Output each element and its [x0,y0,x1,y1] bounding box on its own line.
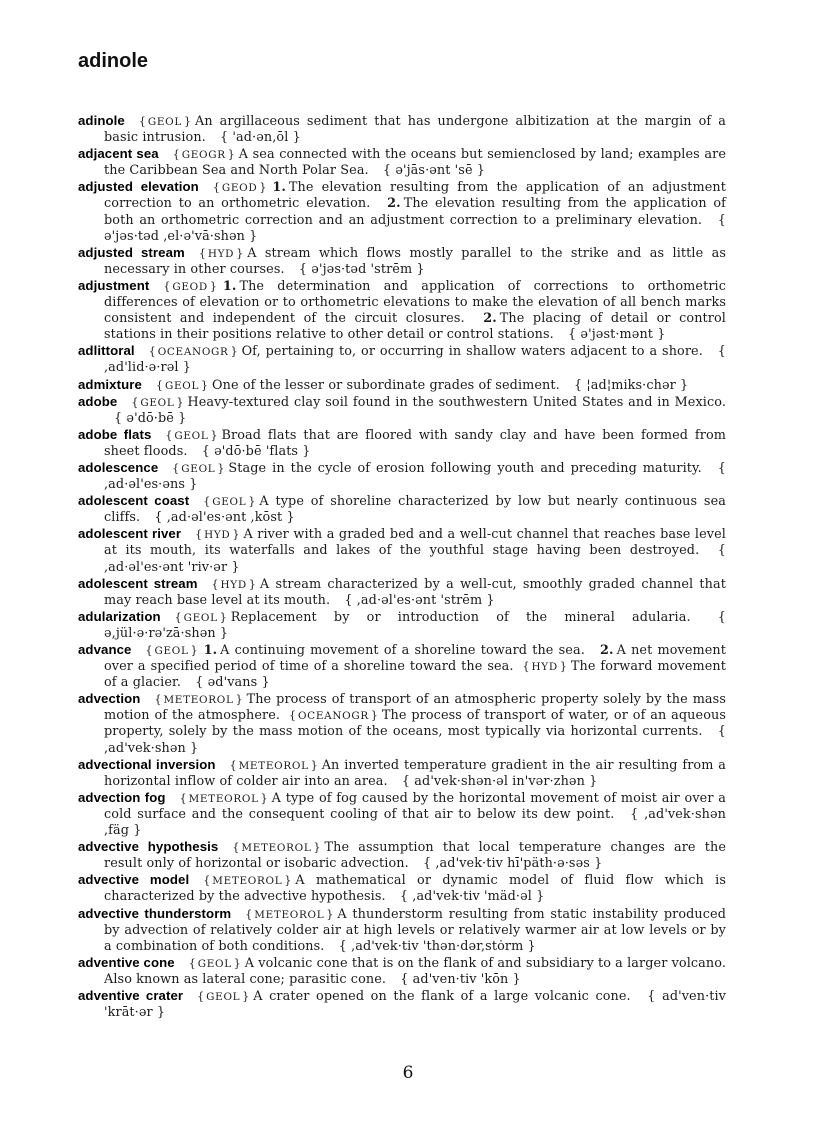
pronunciation: { 'ad·ən,ōl } [220,130,301,145]
dictionary-entry [78,493,726,526]
definition-text: The placing of detail or control stations in their positions relative to other detail or control stations. [104,311,727,343]
definition-text: The forward movement of a glacier. [104,659,727,691]
definition-text: One of the lesser or subordinate grades of sediment. [212,377,560,393]
entry-headword: adventive cone [78,954,175,970]
dictionary-entry [78,460,726,493]
entry-headword: adolescence [78,459,159,475]
dictionary-entry [78,343,726,376]
subject-label: { GEOD } [163,281,217,293]
definition-text: A net movement over a specified period of time of a shoreline toward the sea. [104,643,727,675]
definition-text: Replacement by or introduction of the mineral adularia. [230,609,691,625]
subject-label: { METEOROL } [180,793,268,805]
dictionary-entry [78,576,726,609]
pronunciation: { ,ad'vek·tiv 'mäd·əl } [400,889,545,904]
entry-headword: adjusted elevation [78,179,199,195]
pronunciation: { ə'dō·bē 'flats } [202,444,311,459]
pronunciation: { ə'dō·bē } [114,411,186,426]
dictionary-entry [78,179,726,244]
entry-headword: adjusted stream [78,244,185,260]
page-number: 6 [402,1063,414,1083]
pronunciation: { ,ad·əl'es·ənt 'riv·ər } [104,543,726,574]
dictionary-entry [78,146,726,179]
pronunciation: { ,ad'vek·shən ,fäg } [104,807,726,838]
pronunciation: { ə'jəs·təd 'strēm } [299,262,425,277]
subject-label: { HYD } [199,248,243,260]
subject-label: { GEOL } [189,958,241,970]
pronunciation: { ,ad'vek·shən } [104,724,726,755]
subject-label: { HYD } [212,579,256,591]
entry-headword: adobe flats [78,426,152,442]
pronunciation: { ə'jəs·təd ,el·ə'vā·shən } [104,213,726,244]
definition-text: A thunderstorm resulting from static instability produced by advection of relatively colder air at high levels or relatively warmer air at low levels or by a combination of both conditions. [104,906,726,954]
pronunciation: { ad'ven·tiv 'kōn } [400,972,521,987]
sense-number: 1. [203,643,218,658]
definition-text: A volcanic cone that is on the flank of and subsidiary to a larger volcano. Also known as lateral cone; parasitic cone. [104,955,726,987]
dictionary-entry [78,427,726,460]
entry-headword: adolescent river [78,526,182,542]
subject-label: { GEOL } [139,116,191,128]
subject-label: { OCEANOGR } [149,346,238,358]
subject-label: { GEOL } [172,463,224,475]
definition-text: Stage in the cycle of erosion following youth and preceding maturity. [228,460,702,476]
dictionary-entry [78,955,726,988]
subject-label: { GEOL } [203,496,255,508]
dictionary-entry [78,278,726,343]
definition-text: A stream characterized by a well-cut, smoothly graded channel that may reach base level at its mouth. [104,576,726,608]
dictionary-entry [78,642,726,691]
entry-headword: adolescent coast [78,493,190,509]
subject-label: { OCEANOGR } [289,710,378,722]
subject-label: { METEOROL } [154,694,242,706]
dictionary-entry [78,790,726,839]
definition-text: The process of transport of an atmospheric property solely by the mass motion of the atmosphere. [104,692,726,724]
pronunciation: { ə,jül·ə·rə'zā·shən } [104,610,726,641]
dictionary-entry [78,906,726,955]
entry-headword: advection fog [78,789,166,805]
subject-label: { HYD } [195,529,239,541]
definition-text: A type of shoreline characterized by low but nearly continuous sea cliffs. [104,494,726,526]
definition-text: A river with a graded bed and a well-cut channel that reaches base level at its mouth, its waterfalls and lakes of the youthful stage having been destroyed. [104,527,726,559]
dictionary-entry [78,872,726,905]
entry-headword: adobe [78,393,118,409]
dictionary-entry [78,609,726,642]
dictionary-entry [78,377,726,394]
entry-headword: advance [78,642,132,657]
sense-number: 2. [600,643,614,658]
sense-number: 1. [272,180,286,196]
pronunciation: { ad'vek·shən·əl in'vər·zhən } [402,774,597,789]
entry-headword: advective model [78,872,190,888]
pronunciation: { ,ad'lid·ə·rəl } [104,344,726,375]
subject-label: { GEOD } [213,182,267,194]
subject-label: { GEOL } [197,991,249,1003]
running-head: adinole [78,50,149,72]
entry-headword: adjustment [78,277,150,293]
definition-text: A type of fog caused by the horizontal movement of moist air over a cold surface and the consequent cooling of that air to below its dew point. [104,790,726,822]
entry-headword: adlittoral [78,343,135,359]
subject-label: { GEOL } [145,645,197,657]
definition-text: The determination and application of corrections to orthometric differences of elevation or to orthometric elevations to make the elevation of all bench marks consistent and independent of the circuit closures. [104,278,726,327]
definition-text: A continuing movement of a shoreline toward the sea. [220,643,585,658]
entry-headword: advection [78,691,141,707]
subject-label: { GEOL } [131,397,183,409]
entry-headword: admixture [78,376,142,392]
dictionary-entry [78,526,726,575]
subject-label: { METEOROL } [203,875,291,887]
subject-label: { GEOL } [175,612,227,624]
definition-text: A stream which flows mostly parallel to the strike and as little as necessary in other courses. [104,245,726,277]
sense-number: 2. [483,311,497,327]
sense-number: 1. [222,278,237,294]
definition-text: Broad flats that are floored with sandy clay and have been formed from sheet floods. [104,427,727,459]
definition-text: A mathematical or dynamic model of fluid flow which is characterized by the advective hypothesis. [104,873,726,905]
subject-label: { METEOROL } [232,842,320,854]
dictionary-entry [78,691,726,756]
definition-text: Of, pertaining to, or occurring in shallow waters adjacent to a shore. [241,344,703,360]
pronunciation: { ,ad'vek·tiv hī'päth·ə·səs } [423,856,602,871]
definition-text: An argillaceous sediment that has undergone albitization at the margin of a basic intrusion. [104,114,726,146]
pronunciation: { əd'vans } [195,675,270,690]
subject-label: { METEOROL } [230,760,318,772]
pronunciation: { ə'jās·ənt 'sē } [383,163,485,178]
dictionary-entry [78,839,726,872]
pronunciation: { ə'jəst·mənt } [568,327,665,342]
definition-text: A crater opened on the flank of a large volcanic cone. [253,988,631,1004]
pronunciation: { ad'ven·tiv 'krāt·ər } [104,989,726,1020]
definition-text: The elevation resulting from the application of both an orthometric correction and an adjustment correction to a preliminary elevation. [104,196,727,228]
definition-text: A sea connected with the oceans but semienclosed by land; examples are the Caribbean Sea and North Polar Sea. [104,147,726,179]
definition-text: An inverted temperature gradient in the air resulting from a horizontal inflow of colder air into an area. [104,757,726,789]
dictionary-entry [78,394,726,427]
subject-label: { GEOGR } [173,149,235,161]
pronunciation: { ,ad·əl'es·ənt 'strēm } [344,593,494,608]
entry-headword: adventive crater [78,987,184,1003]
dictionary-entry [78,988,726,1021]
sense-number: 2. [387,196,401,212]
pronunciation: { ¦ad¦miks·chər } [574,378,688,393]
entry-headword: advectional inversion [78,756,216,772]
subject-label: { METEOROL } [245,909,333,921]
dictionary-entry [78,113,726,146]
entry-headword: adinole [78,113,125,128]
pronunciation: { ,ad·əl'es·əns } [104,461,726,492]
subject-label: { GEOL } [156,380,208,392]
definition-text: The assumption that local temperature changes are the result only of horizontal or isobaric advection. [104,840,726,872]
pronunciation: { ,ad·əl'es·ənt ,kōst } [154,510,294,525]
pronunciation: { ,ad'vek·tiv 'thən·dər,stȯrm } [339,939,536,954]
dictionary-entry [78,245,726,278]
entry-headword: adularization [78,608,161,624]
entry-headword: adolescent stream [78,575,198,591]
entry-list [78,113,726,1021]
entry-headword: advective hypothesis [78,839,219,855]
definition-text: Heavy-textured clay soil found in the southwestern United States and in Mexico. [187,394,726,410]
definition-text: The elevation resulting from the application of an adjustment correction to an orthometric elevation. [104,180,726,212]
definition-text: The process of transport of water, or of an aqueous property, solely by the mass motion of the oceans, most typically via horizontal currents. [104,708,727,740]
subject-label: { GEOL } [165,430,217,442]
subject-label: { HYD } [523,661,567,673]
dictionary-entry [78,757,726,790]
entry-headword: adjacent sea [78,146,159,162]
entry-headword: advective thunderstorm [78,905,232,921]
